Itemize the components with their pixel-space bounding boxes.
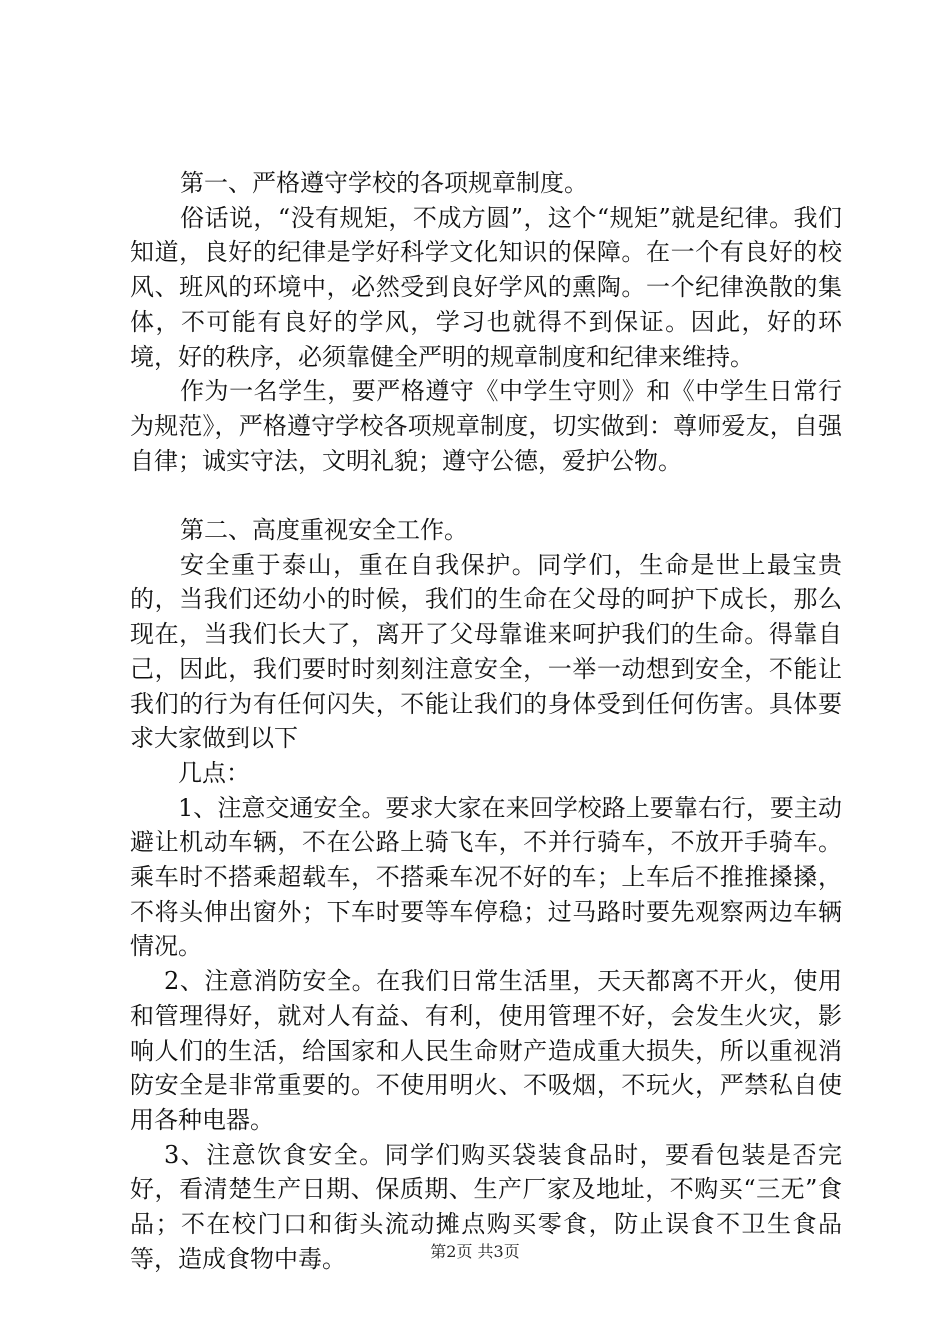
paragraph-gap (130, 478, 842, 513)
paragraph: 俗话说，“没有规矩，不成方圆”，这个“规矩”就是纪律。我们知道，良好的纪律是学好科学文化知识的保障。在一个有良好的校风、班风的环境中，必然受到良好学风的熏陶。一个纪律涣散的集体，不可能有良好的学风，学习也就得不到保证。因此，好的环境，好的秩序，必须靠健全严明的规章制度和纪律来维持。 (130, 203, 842, 371)
section-heading-2: 第二、高度重视安全工作。 (180, 516, 468, 545)
list-item: 3、注意饮食安全。同学们购买袋装食品时，要看包装是否完好，看清楚生产日期、保质期、生产厂家及地址，不购买“三无”食品；不在校门口和街头流动摊点购买零食，防止误食不卫生食品等，造成食物中毒。 (130, 1140, 842, 1273)
page-number-footer: 第2页 共3页 (430, 1242, 520, 1261)
section-heading-1: 第一、严格遵守学校的各项规章制度。 (180, 169, 588, 197)
document-body (130, 166, 842, 1276)
list-item: 1、注意交通安全。要求大家在来回学校路上要靠右行，要主动避让机动车辆，不在公路上骑飞车，不并行骑车，不放开手骑车。乘车时不搭乘超载车，不搭乘车况不好的车；上车后不推推搡搡，不将头伸出窗外；下车时要等车停稳；过马路时要先观察两边车辆情况。 (130, 793, 842, 961)
paragraph: 作为一名学生，要严格遵守《中学生守则》和《中学生日常行为规范》，严格遵守学校各项规章制度，切实做到：尊师爱友，自强自律；诚实守法，文明礼貌；遵守公德，爱护公物。 (130, 377, 842, 475)
paragraph: 安全重于泰山，重在自我保护。同学们，生命是世上最宝贵的，当我们还幼小的时候，我们的生命在父母的呵护下成长，那么现在，当我们长大了，离开了父母靠谁来呵护我们的生命。得靠自己，因此，我们要时时刻刻注意安全，一举一动想到安全，不能让我们的行为有任何闪失，不能让我们的身体受到任何伤害。具体要求大家做到以下 (130, 550, 842, 753)
list-item: 2、注意消防安全。在我们日常生活里，天天都离不开火，使用和管理得好，就对人有益、有利，使用管理不好，会发生火灾，影响人们的生活，给国家和人民生命财产造成重大损失，所以重视消防安全是非常重要的。不使用明火、不吸烟，不玩火，严禁私自使用各种电器。 (130, 967, 842, 1134)
paragraph: 几点： (178, 758, 250, 787)
